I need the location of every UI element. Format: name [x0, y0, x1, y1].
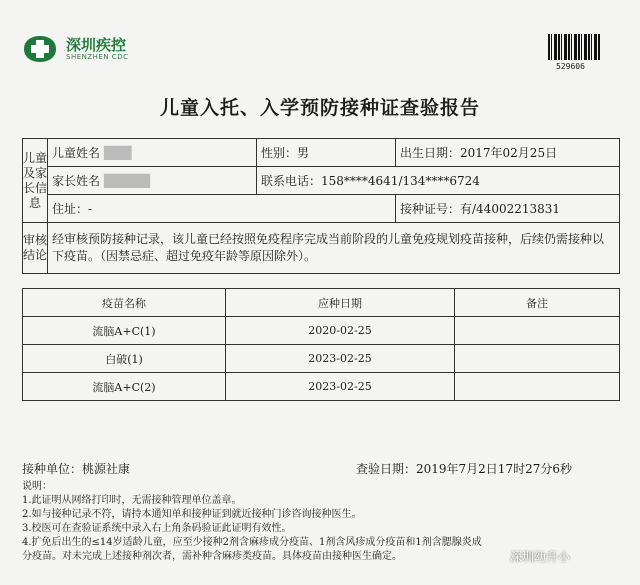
birth-date-cell: 出生日期：2017年02月25日 — [396, 139, 620, 167]
page-title: 儿童入托、入学预防接种证查验报告 — [159, 97, 480, 119]
vaccine-date: 2023-02-25 — [226, 345, 455, 373]
vaccination-unit: 接种单位：桃源社康 — [22, 462, 131, 476]
vaccine-note — [455, 345, 620, 373]
note-item: 分疫苗。对未完成上述接种剂次者，需补种含麻疹类疫苗。具体疫苗由接种医生确定。 — [22, 551, 402, 562]
note-item: 4.扩免后出生的≤14岁适龄儿童，应至少接种2剂含麻疹成分疫苗、1剂含风疹成分疫苗和1剂含腮腺炎成 — [22, 537, 482, 548]
barcode — [548, 34, 600, 60]
address-cell: 住址：- — [48, 195, 396, 223]
phone-cell: 联系电话：158****4641/134****6724 — [257, 167, 620, 195]
check-date: 查验日期：2019年7月2日17时27分6秒 — [356, 462, 572, 476]
note-item: 3.校医可在查验证系统中录入右上角条码验证此证明有效性。 — [22, 523, 292, 534]
col-header-name: 疫苗名称 — [23, 289, 226, 317]
vaccine-date: 2023-02-25 — [226, 373, 455, 401]
cdc-logo — [20, 34, 128, 64]
org-name-cn: 深圳疾控 — [66, 36, 127, 54]
vaccine-date: 2020-02-25 — [226, 317, 455, 345]
parent-name-cell: 家长姓名 █████ — [48, 167, 257, 195]
org-name-en: SHENZHEN CDC — [66, 53, 129, 61]
parent-name-label: 家长姓名 — [52, 174, 101, 188]
info-table — [22, 138, 620, 274]
shield-cross-icon — [20, 34, 60, 64]
section-label: 儿童及家长信息 — [23, 139, 48, 223]
cert-number-cell: 接种证号：有/44002213831 — [396, 195, 620, 223]
child-name-cell: 儿童姓名 ███ — [48, 139, 257, 167]
vaccine-name: 流脑A+C(1) — [23, 317, 226, 345]
vaccine-table — [22, 288, 620, 401]
review-text: 经审核预防接种记录，该儿童已经按照免疫程序完成当前阶段的儿童免疫规划疫苗接种，后续仍需接种以下疫苗。（因禁忌症、超过免疫年龄等原因除外）。 — [48, 223, 620, 274]
notes-title: 说明： — [22, 481, 52, 492]
vaccine-note — [455, 373, 620, 401]
barcode-number: 529606 — [556, 62, 585, 71]
watermark: 深圳幼升小 — [510, 550, 571, 564]
child-name-label: 儿童姓名 — [52, 146, 101, 160]
vaccine-name: 白破(1) — [23, 345, 226, 373]
table-row — [23, 373, 620, 401]
col-header-date: 应种日期 — [226, 289, 455, 317]
table-row — [23, 345, 620, 373]
note-item: 2.如与接种记录不符，请持本通知单和接种证到就近接种门诊咨询接种医生。 — [22, 509, 362, 520]
col-header-note: 备注 — [455, 289, 620, 317]
vaccine-name: 流脑A+C(2) — [23, 373, 226, 401]
review-label: 审核结论 — [23, 223, 48, 274]
gender-cell: 性别：男 — [257, 139, 396, 167]
note-item: 1.此证明从网络打印时，无需接种管理单位盖章。 — [22, 495, 242, 506]
table-row — [23, 317, 620, 345]
vaccine-note — [455, 317, 620, 345]
